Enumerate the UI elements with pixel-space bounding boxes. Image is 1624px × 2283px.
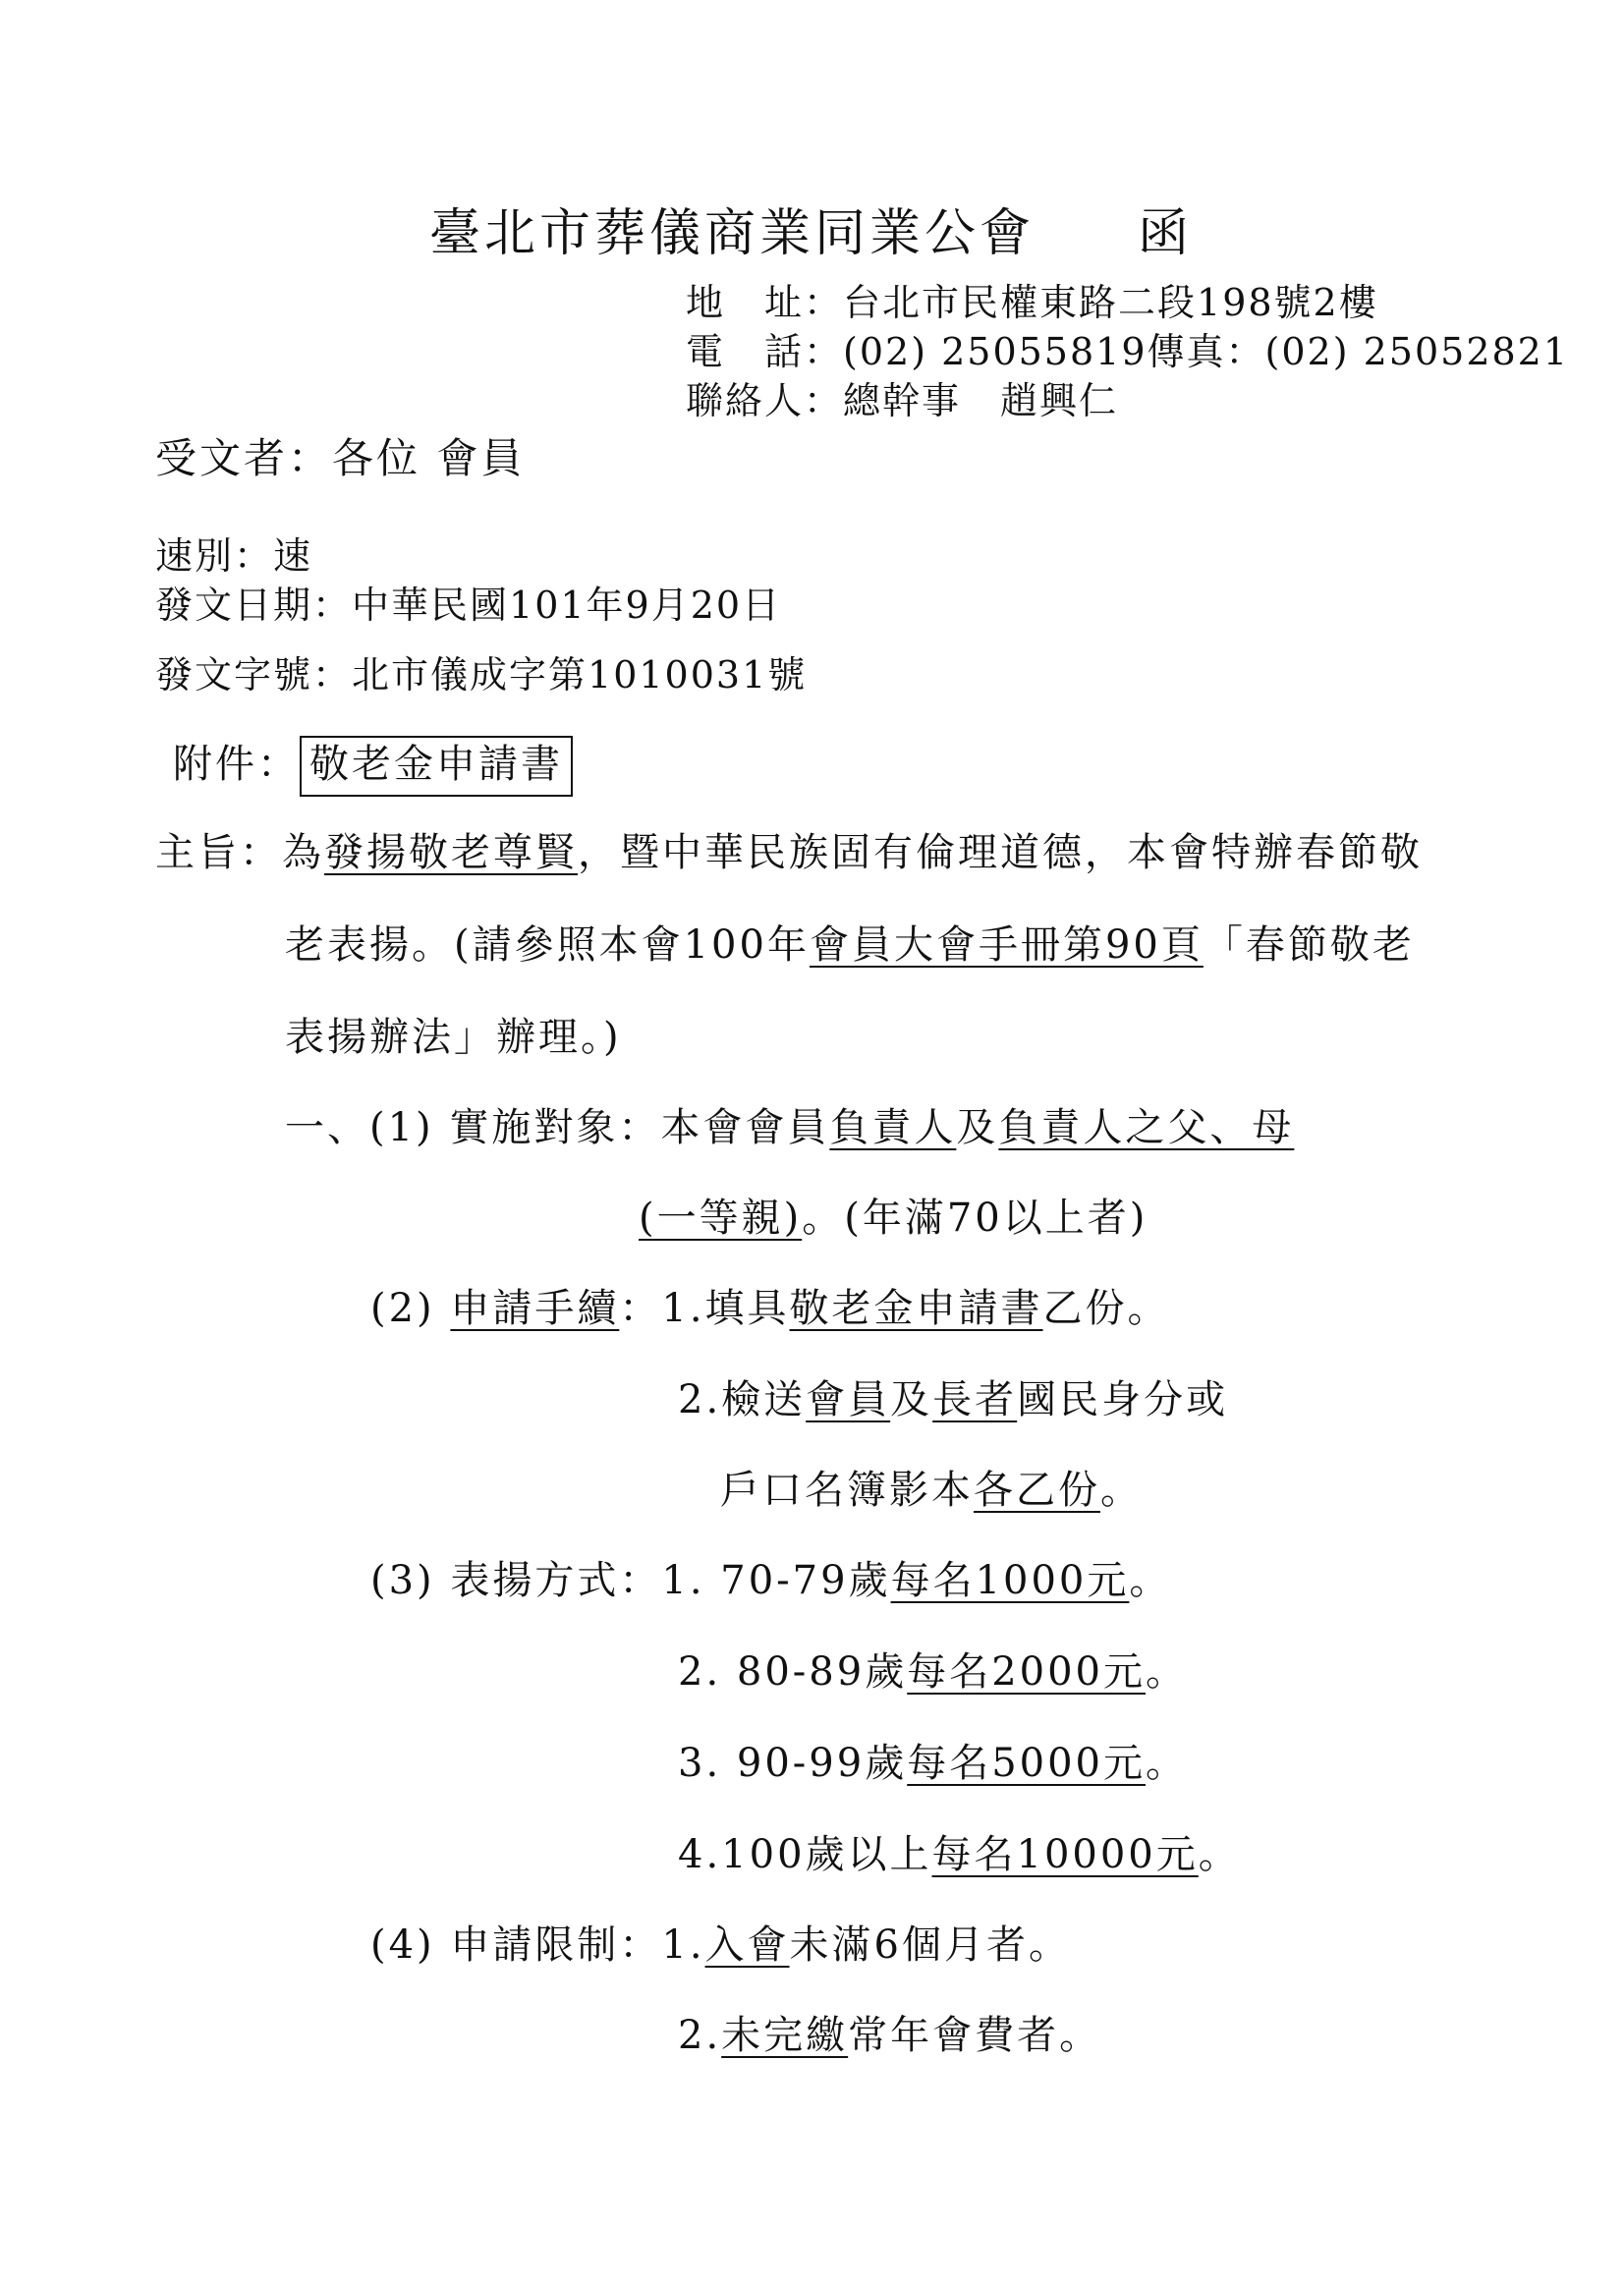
org-name: 臺北市葬儀商業同業公會 (429, 204, 1036, 263)
doc-type: 函 (1138, 204, 1194, 263)
contact-label: 聯絡人： (686, 379, 844, 422)
item-underlined-text: 會員 (806, 1377, 891, 1422)
recipient-value: 各位 會員 (332, 434, 526, 482)
award-item-age: 4.100歲以上 (678, 1832, 932, 1877)
docno-line (155, 653, 808, 696)
award-item-end: 。 (1146, 1741, 1188, 1786)
section-text: 。(年滿70以上者) (802, 1196, 1148, 1241)
docno-value: 北市儀成字第1010031號 (352, 653, 808, 696)
award-item-age: 2. 80-89歲 (678, 1649, 908, 1695)
section-number: 一、(1) (285, 1105, 450, 1150)
subject-text: 為 (282, 830, 324, 875)
subject-underlined-text: 會員大會手冊第90頁 (809, 922, 1204, 968)
section-1-line-1 (285, 1105, 1295, 1150)
section-label: 實施對象： (449, 1105, 661, 1150)
section-text: 及 (956, 1105, 999, 1150)
date-value: 中華民國101年9月20日 (352, 584, 782, 627)
item-text: 乙份。 (1042, 1286, 1170, 1331)
date-label: 發文日期： (155, 584, 353, 627)
section-label: 申請限制： (450, 1922, 662, 1968)
section-underlined-text: 負責人 (829, 1105, 957, 1150)
docno-label: 發文字號： (155, 653, 353, 696)
section-underlined-text: 負責人之父、母 (998, 1105, 1295, 1150)
award-item-amount: 每名5000元 (907, 1741, 1146, 1786)
section-underlined-text: (一等親) (639, 1196, 803, 1241)
section-3-line-4 (678, 1832, 1241, 1877)
award-item-end: 。 (1198, 1832, 1241, 1877)
item-underlined-text: 各乙份 (974, 1468, 1100, 1513)
subject-line-3 (285, 1015, 622, 1060)
address-label: 地 址： (686, 281, 844, 324)
award-item-amount: 每名10000元 (931, 1832, 1199, 1877)
award-item-age: 1. 70-79歲 (661, 1558, 891, 1603)
phone-label: 電 話： (686, 330, 844, 373)
award-item-amount: 每名1000元 (890, 1558, 1130, 1603)
phone-line (686, 330, 1570, 373)
section-2-line-3 (720, 1468, 1143, 1513)
speed-value: 速 (273, 534, 313, 578)
speed-line (155, 534, 313, 578)
section-3-line-3 (678, 1741, 1188, 1786)
contact-line (686, 379, 1119, 422)
section-4-line-1 (370, 1922, 1071, 1968)
section-number: (4) (370, 1922, 451, 1968)
address-line (686, 281, 1378, 324)
award-item-age: 3. 90-99歲 (678, 1741, 908, 1786)
award-item-end: 。 (1129, 1558, 1172, 1603)
attachment-box (300, 736, 573, 797)
item-text: 1.填具 (661, 1286, 790, 1331)
section-3-line-2 (678, 1649, 1188, 1695)
subject-text: 表揚辦法」辦理。) (285, 1015, 622, 1060)
section-1-line-2 (639, 1196, 1148, 1241)
item-underlined-text: 未完繳 (721, 2013, 849, 2058)
award-item-end: 。 (1146, 1649, 1188, 1695)
item-underlined-text: 入會 (704, 1922, 790, 1968)
item-text: 2. (678, 2013, 722, 2058)
section-3-line-1 (370, 1558, 1172, 1603)
section-text: 本會會員 (660, 1105, 830, 1150)
subject-text: 老表揚。(請參照本會100年 (285, 922, 810, 968)
item-underlined-text: 長者 (932, 1377, 1018, 1422)
item-text: 未滿6個月者。 (789, 1922, 1071, 1968)
recipient-label: 受文者： (155, 434, 333, 482)
address-value: 台北市民權東路二段198號2樓 (843, 281, 1378, 324)
item-underlined-text: 敬老金申請書 (789, 1286, 1043, 1331)
section-label: 申請手續 (450, 1286, 620, 1331)
speed-label: 速別： (155, 534, 274, 578)
org-title (429, 204, 1036, 263)
date-line (155, 584, 782, 627)
item-text: 2.檢送 (678, 1377, 807, 1422)
subject-underlined-text: 發揚敬老尊賢 (324, 830, 578, 875)
subject-label: 主旨： (155, 830, 282, 875)
item-text: 常年會費者。 (848, 2013, 1102, 2058)
item-text: 國民身分或 (1017, 1377, 1229, 1422)
attachment-value: 敬老金申請書 (309, 742, 563, 787)
subject-line-2 (285, 922, 1415, 968)
item-text: 戶口名簿影本 (720, 1468, 974, 1513)
phone-value: (02) 25055819 (843, 330, 1148, 373)
section-number: (2) (370, 1286, 451, 1331)
subject-text: ，暨中華民族固有倫理道德，本會特辦春節敬 (578, 830, 1423, 875)
item-text: 及 (890, 1377, 933, 1422)
contact-value: 總幹事 趙興仁 (843, 379, 1119, 422)
item-text: 。 (1100, 1468, 1143, 1513)
item-text: 1. (661, 1922, 705, 1968)
section-colon: ： (619, 1286, 662, 1331)
recipient-line (155, 434, 526, 482)
section-2-line-1 (370, 1286, 1170, 1331)
fax-label: 傳真： (1147, 330, 1265, 373)
section-label: 表揚方式： (450, 1558, 662, 1603)
subject-line-1 (155, 830, 1423, 875)
attachment-label: 附件： (173, 742, 300, 787)
award-item-amount: 每名2000元 (907, 1649, 1146, 1695)
fax-value: (02) 25052821 (1264, 330, 1570, 373)
subject-text: 「春節敬老 (1203, 922, 1415, 968)
section-2-line-2 (678, 1377, 1229, 1422)
section-4-line-2 (678, 2013, 1102, 2058)
section-number: (3) (370, 1558, 451, 1603)
attachment-line (173, 742, 573, 787)
